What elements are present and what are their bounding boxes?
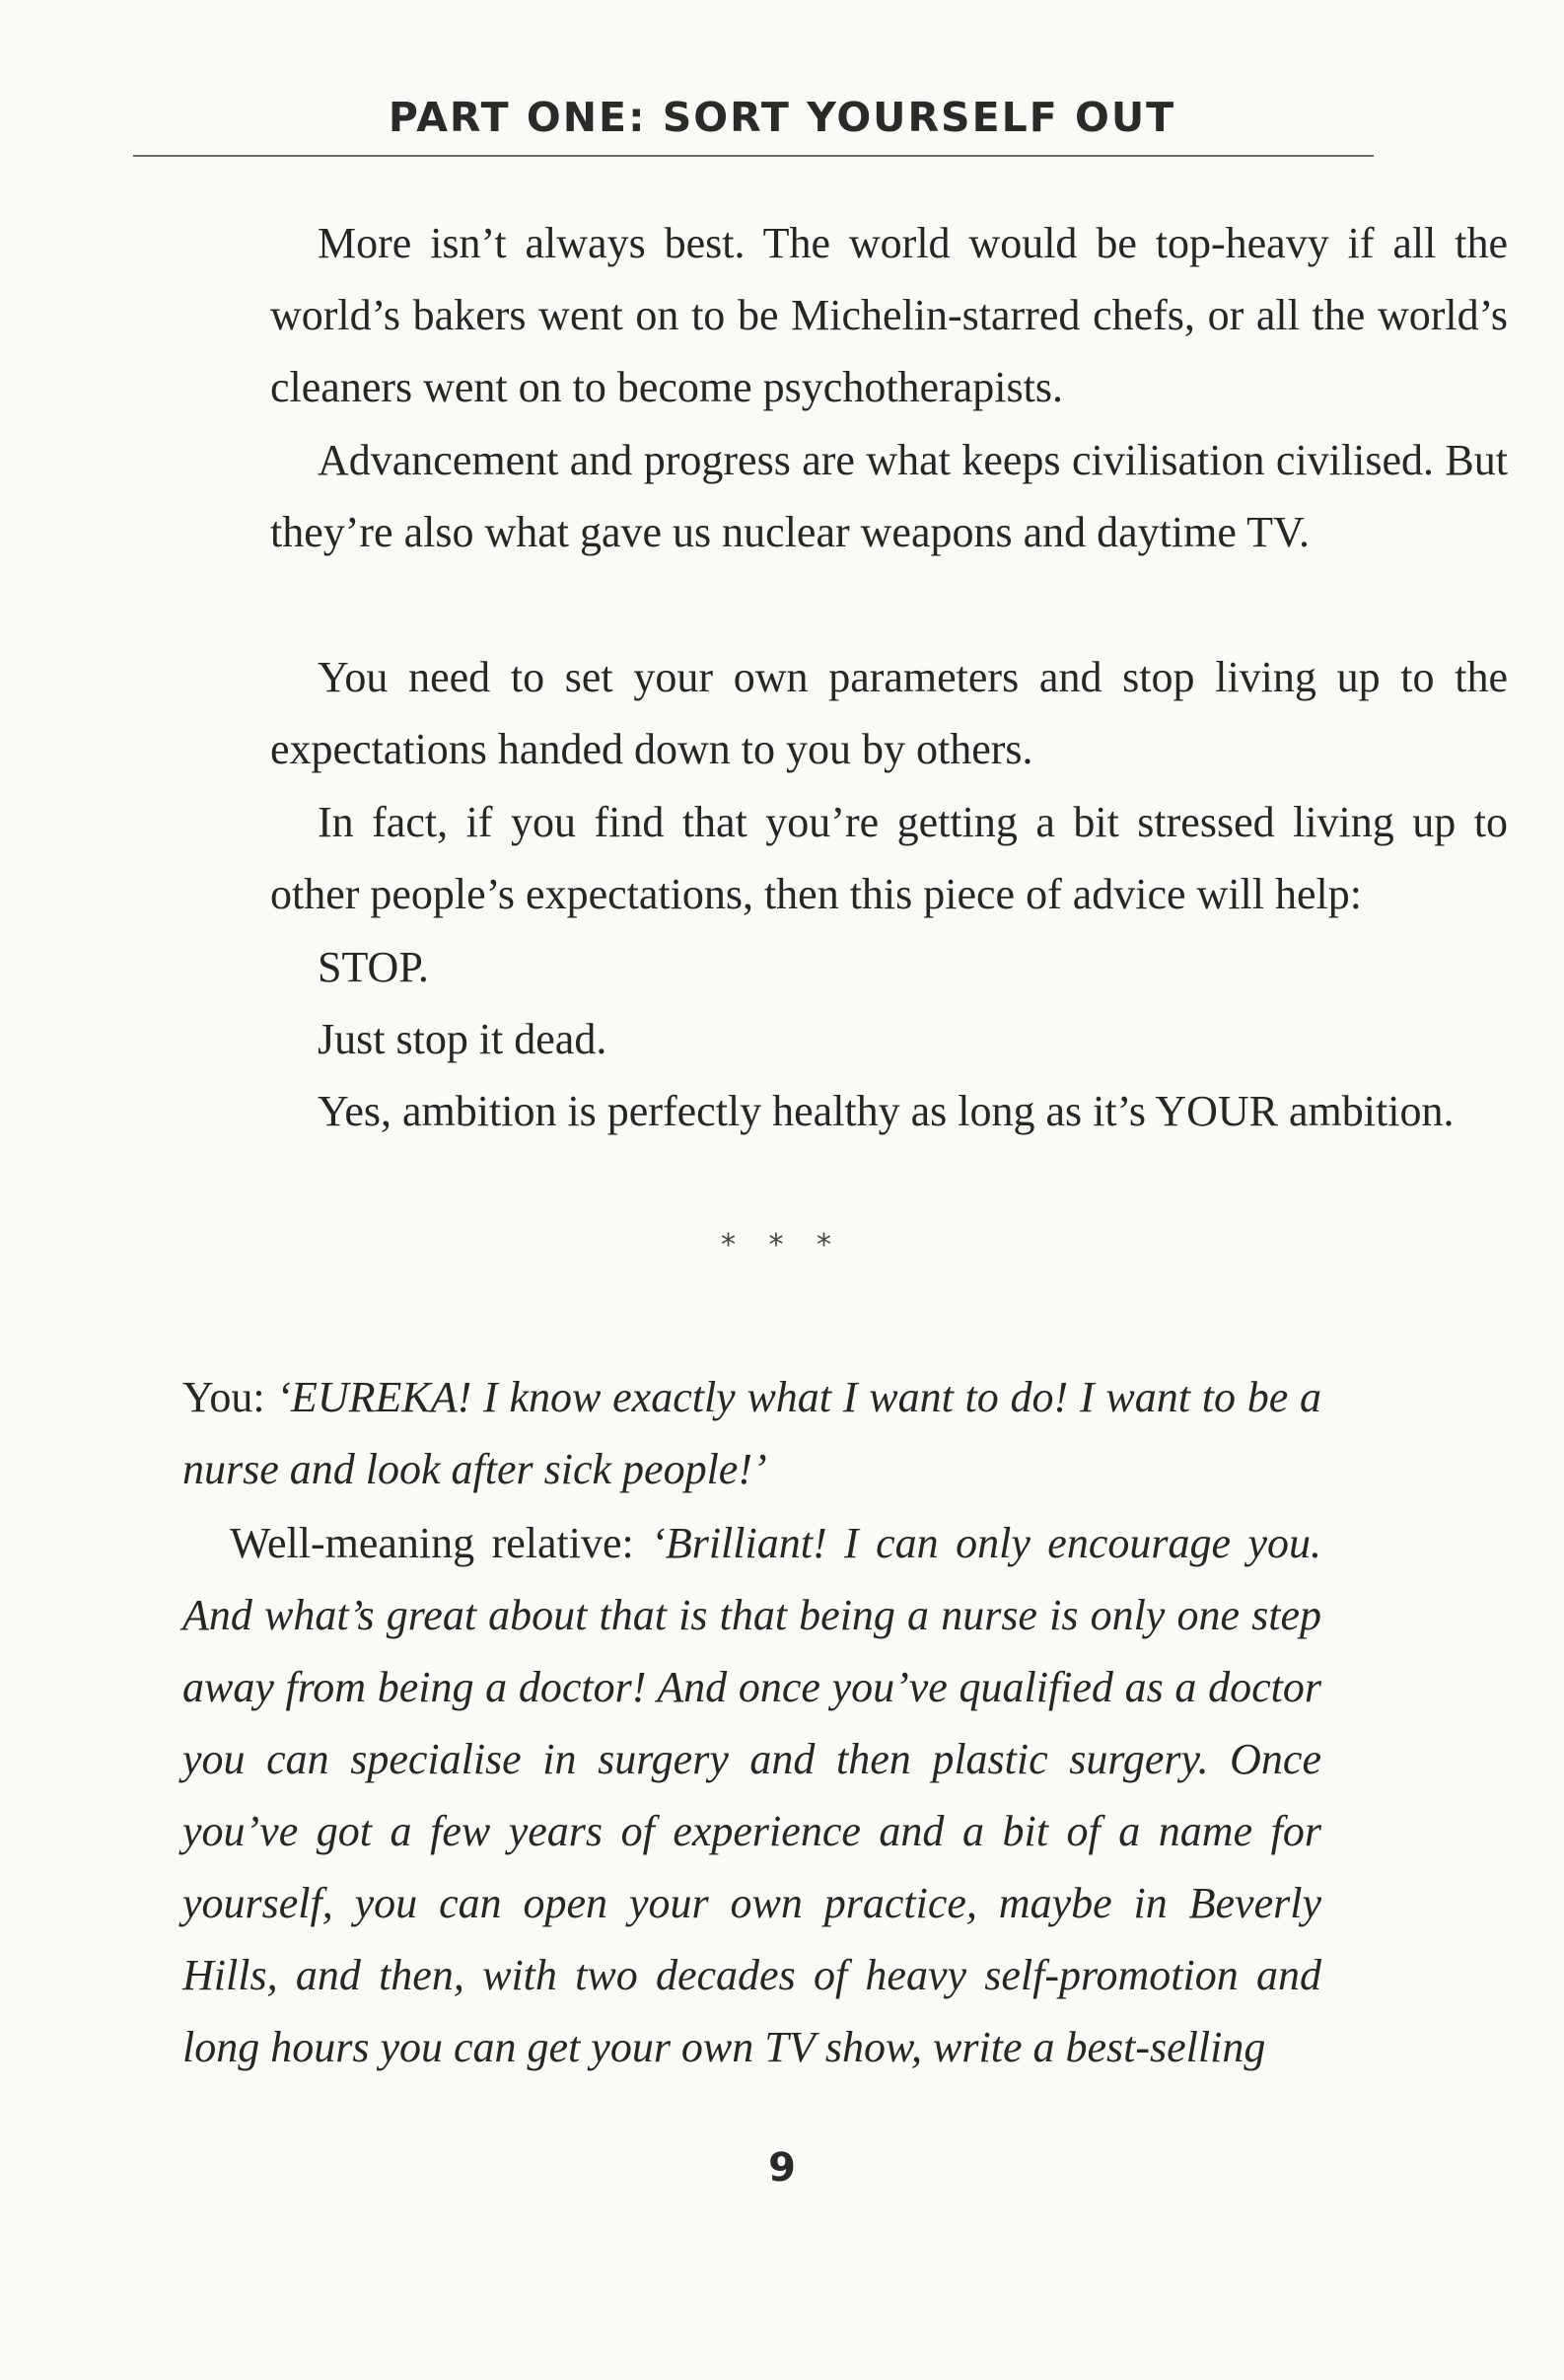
- quote-you: ‘EUREKA! I know exactly what I want to do! I want to be a nurse and look after sick people!’: [182, 1373, 1321, 1493]
- page-number: 9: [768, 2145, 796, 2191]
- running-head: PART ONE: SORT YOURSELF OUT: [388, 94, 1176, 141]
- speaker-relative: Well-meaning relative:: [230, 1519, 652, 1567]
- paragraph-parameters: You need to set your own parameters and stop living up to the expectations handed down to you by others.: [270, 653, 1508, 773]
- header-rule: [133, 155, 1374, 157]
- dialogue-line-relative: [182, 1507, 1321, 2083]
- dialogue-line-you: [182, 1361, 1321, 1505]
- speaker-you: You:: [182, 1373, 277, 1421]
- paragraph-more-isnt-best: More isn’t always best. The world would be top-heavy if all the world’s bakers went on to be Michelin-starred chefs, or all the world’s cleaners went on to become psychotherapists.: [270, 219, 1508, 411]
- quote-relative: ‘Brilliant! I can only encourage you. And what’s great about that is that being a nurse is only one step away from being a doctor! And once you’ve qualified as a doctor you can specialise in surgery and then plastic surgery. Once you’ve got a few years of experience and a bit of a name for yourself, you can open your own practice, maybe in Beverly Hills, and then, with two decades of heavy self-promotion and long hours you can get your own TV show, write a best-selling: [182, 1519, 1321, 2071]
- section-separator: * * *: [720, 1228, 844, 1262]
- paragraph-ambition: Yes, ambition is perfectly healthy as long as it’s YOUR ambition.: [318, 1087, 1455, 1135]
- paragraph-in-fact: In fact, if you find that you’re getting a bit stressed living up to other people’s expectations, then this piece of advice will help:: [270, 798, 1508, 918]
- paragraph-stop-it-dead: Just stop it dead.: [318, 1015, 607, 1063]
- paragraph-advancement: Advancement and progress are what keeps civilisation civilised. But they’re also what gave us nuclear weapons and daytime TV.: [270, 436, 1508, 556]
- paragraph-stop: STOP.: [318, 943, 429, 991]
